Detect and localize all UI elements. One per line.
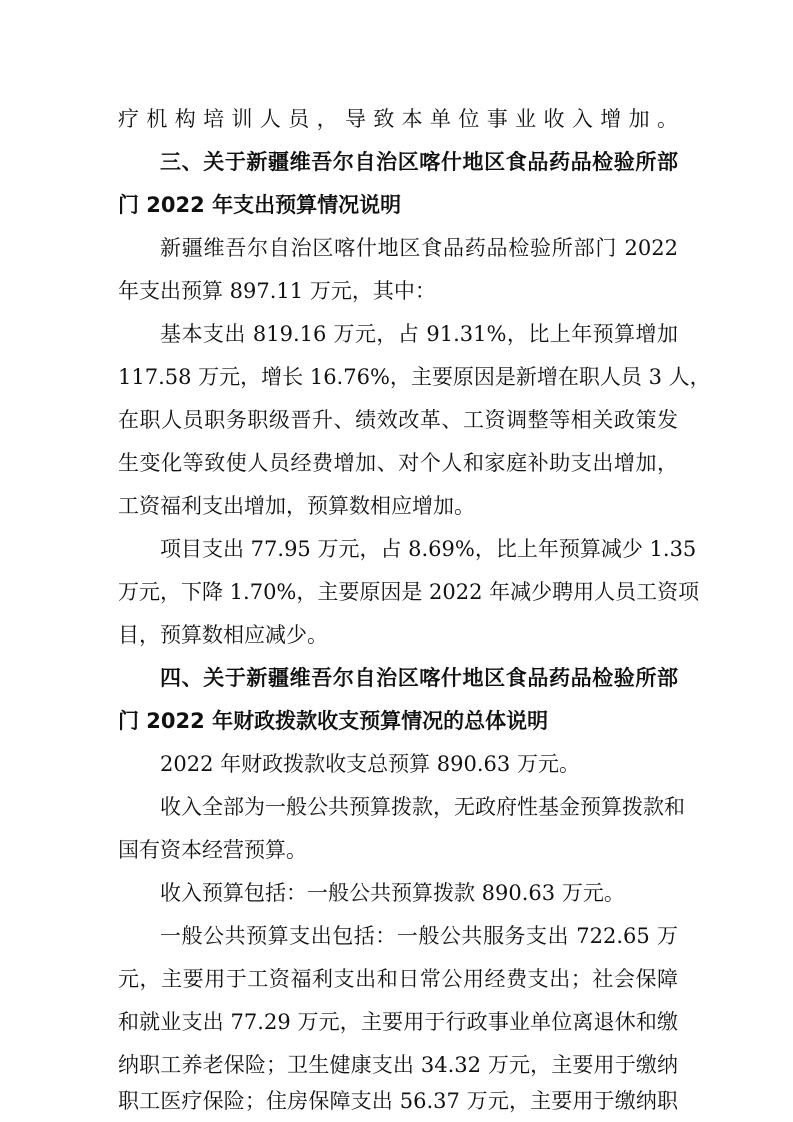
- paragraph-line: 一般公共预算支出包括：一般公共服务支出 722.65 万: [160, 924, 678, 948]
- paragraph-line: 生变化等致使人员经费增加、对个人和家庭补助支出增加，: [118, 451, 678, 475]
- section-heading-4-cont: 门 2022 年财政拨款收支预算情况的总体说明: [118, 709, 549, 733]
- section-heading-4: 四、关于新疆维吾尔自治区喀什地区食品药品检验所部: [160, 666, 678, 690]
- paragraph-line: 工资福利支出增加，预算数相应增加。: [118, 494, 475, 518]
- paragraph-line: 和就业支出 77.29 万元，主要用于行政事业单位离退休和缴: [118, 1010, 678, 1034]
- paragraph-line: 元，主要用于工资福利支出和日常公用经费支出；社会保障: [118, 967, 678, 991]
- paragraph-line: 职工医疗保险；住房保障支出 56.37 万元，主要用于缴纳职: [118, 1089, 678, 1113]
- paragraph-line: 收入全部为一般公共预算拨款，无政府性基金预算拨款和: [160, 795, 685, 819]
- paragraph-line: 117.58 万元，增长 16.76%，主要原因是新增在职人员 3 人，: [118, 365, 711, 389]
- section-heading-3: 三、关于新疆维吾尔自治区喀什地区食品药品检验所部: [160, 150, 678, 174]
- paragraph-line: 新疆维吾尔自治区喀什地区食品药品检验所部门 2022: [160, 236, 678, 260]
- paragraph-line: 收入预算包括：一般公共预算拨款 890.63 万元。: [160, 881, 625, 905]
- paragraph-line: 纳职工养老保险；卫生健康支出 34.32 万元，主要用于缴纳: [118, 1053, 678, 1077]
- paragraph-line: 疗机构培训人员，导致本单位事业收入增加。: [118, 107, 678, 131]
- paragraph-line: 在职人员职务职级晋升、绩效改革、工资调整等相关政策发: [118, 408, 678, 432]
- paragraph-line: 基本支出 819.16 万元，占 91.31%，比上年预算增加: [160, 322, 678, 346]
- paragraph-line: 万元，下降 1.70%，主要原因是 2022 年减少聘用人员工资项: [118, 580, 700, 604]
- paragraph-line: 国有资本经营预算。: [118, 838, 307, 862]
- paragraph-line: 2022 年财政拨款收支总预算 890.63 万元。: [160, 752, 580, 776]
- paragraph-line: 目，预算数相应减少。: [118, 623, 328, 647]
- paragraph-line: 年支出预算 897.11 万元，其中：: [118, 279, 436, 303]
- section-heading-3-cont: 门 2022 年支出预算情况说明: [118, 193, 402, 217]
- paragraph-line: 项目支出 77.95 万元，占 8.69%，比上年预算减少 1.35: [160, 537, 697, 561]
